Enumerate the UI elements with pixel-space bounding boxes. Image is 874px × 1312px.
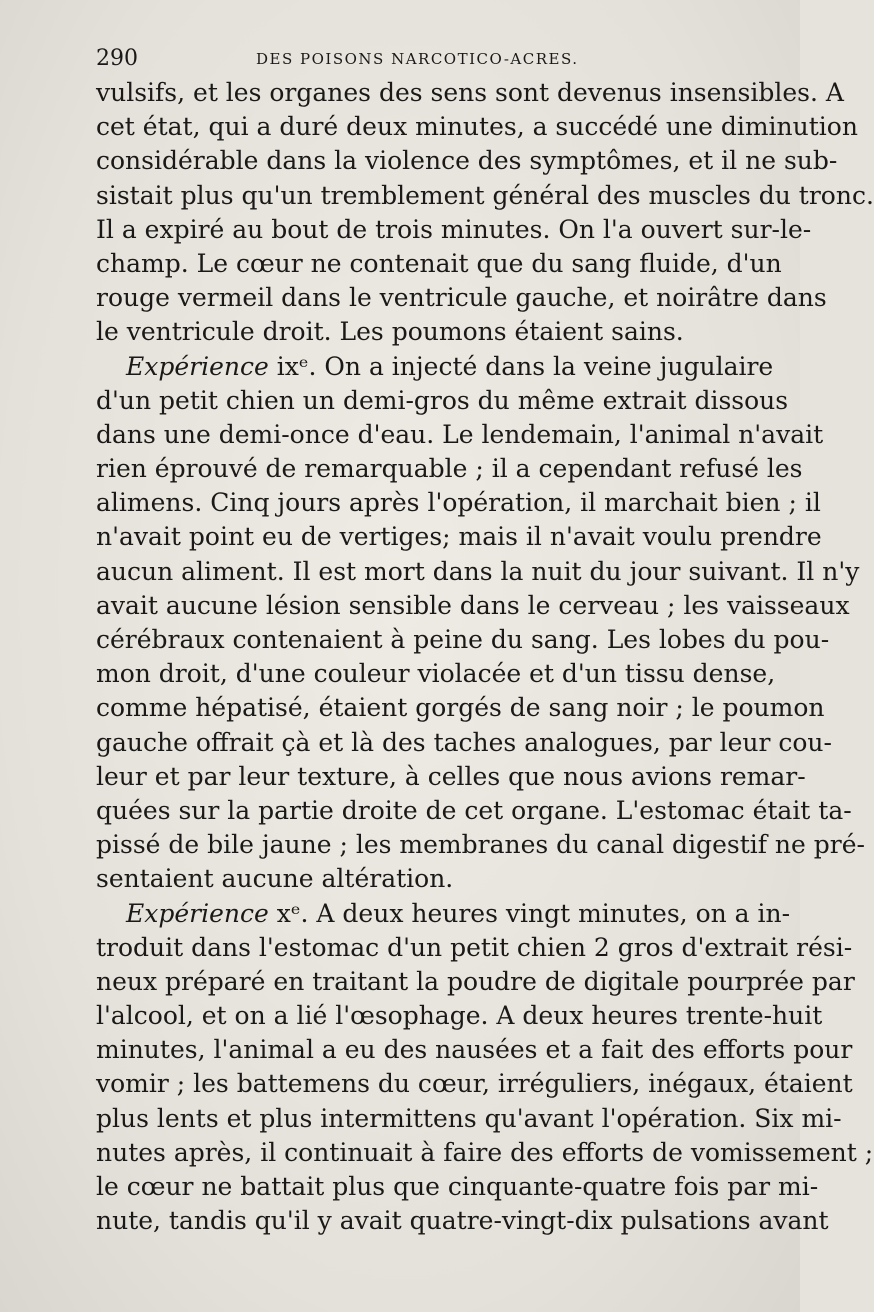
- text-line: plus lents et plus intermittens qu'avant l'opération. Six mi-: [96, 1103, 842, 1133]
- text-line: pissé de bile jaune ; les membranes du canal digestif ne pré-: [96, 830, 865, 860]
- text-line: considérable dans la violence des symptômes, et il ne sub-: [96, 146, 838, 176]
- text-line: quées sur la partie droite de cet organe. L'estomac était ta-: [96, 795, 852, 825]
- text-line: le ventricule droit. Les poumons étaient sains.: [96, 317, 684, 347]
- text-line: vulsifs, et les organes des sens sont devenus insensibles. A: [96, 78, 844, 107]
- text-line: avait aucune lésion sensible dans le cerveau ; les vaisseaux: [96, 590, 850, 620]
- running-title: DES POISONS NARCOTICO-ACRES.: [256, 50, 579, 68]
- text-line: sistait plus qu'un tremblement général des muscles du tronc.: [96, 180, 874, 210]
- text-line: minutes, l'animal a eu des nausées et a fait des efforts pour: [96, 1035, 853, 1065]
- text-line: champ. Le cœur ne contenait que du sang fluide, d'un: [96, 248, 782, 278]
- text-line: rouge vermeil dans le ventricule gauche, et noirâtre dans: [96, 283, 827, 313]
- experience-label: Expérience: [126, 898, 269, 928]
- text-line: troduit dans l'estomac d'un petit chien 2 gros d'extrait rési-: [96, 932, 853, 962]
- text-line: l'alcool, et on a lié l'œsophage. A deux heures trente-huit: [96, 1001, 823, 1031]
- text-line: comme hépatisé, étaient gorgés de sang noir ; le poumon: [96, 693, 825, 723]
- text-line: cérébraux contenaient à peine du sang. Les lobes du pou-: [96, 625, 830, 654]
- text-line: alimens. Cinq jours après l'opération, il marchait bien ; il: [96, 488, 821, 518]
- text-line: [96, 897, 791, 931]
- text-line: vomir ; les battemens du cœur, irréguliers, inégaux, étaient: [96, 1069, 853, 1099]
- text-line: aucun aliment. Il est mort dans la nuit du jour suivant. Il n'y: [96, 556, 860, 586]
- experience-label: Expérience: [126, 351, 269, 381]
- text-line: [96, 350, 774, 384]
- experience-text: xᵉ. A deux heures vingt minutes, on a in-: [268, 898, 791, 928]
- page-number: 290: [96, 46, 138, 71]
- text-line: nutes après, il continuait à faire des efforts de vomissement ;: [96, 1137, 874, 1167]
- text-line: Il a expiré au bout de trois minutes. On l'a ouvert sur-le-: [96, 214, 812, 244]
- text-line: le cœur ne battait plus que cinquante-quatre fois par mi-: [96, 1172, 819, 1201]
- experience-text: ixᵉ. On a injecté dans la veine jugulaire: [268, 351, 774, 381]
- text-line: n'avait point eu de vertiges; mais il n'avait voulu prendre: [96, 522, 822, 552]
- body-text: [96, 76, 874, 1238]
- text-line: neux préparé en traitant la poudre de digitale pourprée par: [96, 966, 855, 996]
- page-header: [96, 46, 736, 74]
- text-line: cet état, qui a duré deux minutes, a succédé une diminution: [96, 112, 858, 142]
- text-line: rien éprouvé de remarquable ; il a cependant refusé les: [96, 454, 803, 484]
- text-line: nute, tandis qu'il y avait quatre-vingt-dix pulsations avant: [96, 1206, 829, 1236]
- text-line: mon droit, d'une couleur violacée et d'un tissu dense,: [96, 659, 776, 689]
- text-line: sentaient aucune altération.: [96, 864, 454, 894]
- text-line: leur et par leur texture, à celles que nous avions remar-: [96, 761, 806, 791]
- text-line: dans une demi-once d'eau. Le lendemain, l'animal n'avait: [96, 419, 824, 449]
- text-line: d'un petit chien un demi-gros du même extrait dissous: [96, 385, 789, 415]
- text-line: gauche offrait çà et là des taches analogues, par leur cou-: [96, 727, 832, 757]
